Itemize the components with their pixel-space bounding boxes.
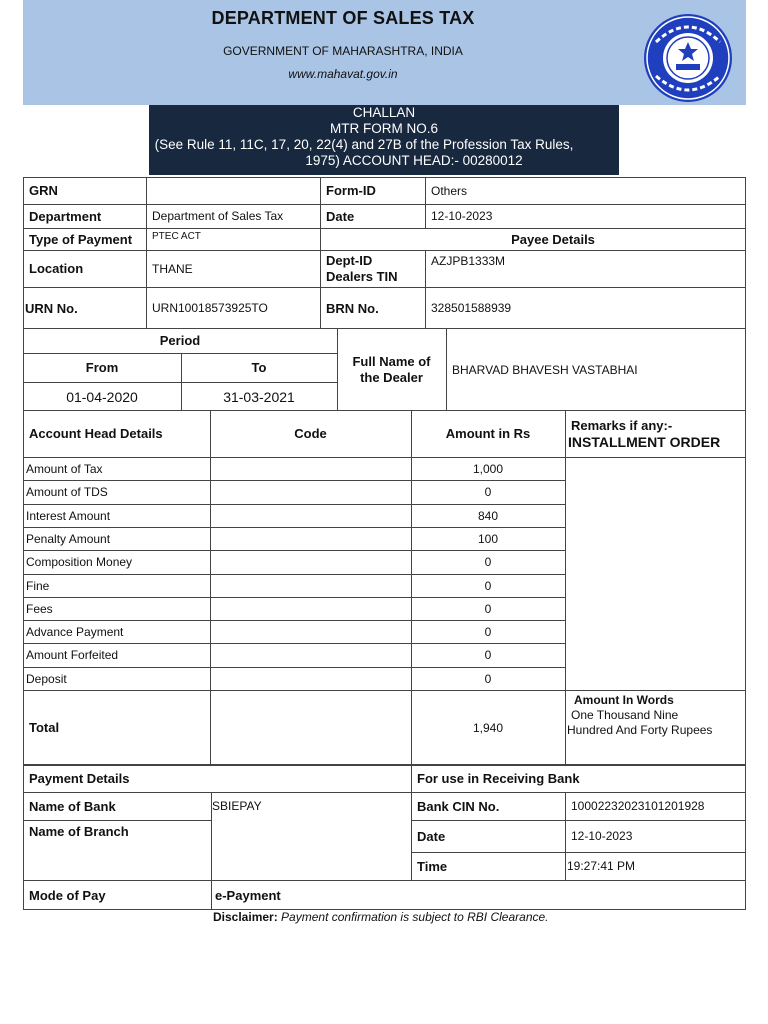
- department-value: Department of Sales Tax: [152, 209, 284, 223]
- date-label: Date: [326, 208, 355, 224]
- receiving-bank-heading: For use in Receiving Bank: [417, 771, 580, 786]
- challan-account-head: 1975) ACCOUNT HEAD:- 00280012: [305, 153, 523, 168]
- total-label: Total: [29, 720, 60, 735]
- account-row-amount: 0: [484, 624, 492, 639]
- account-row-amount: 0: [484, 484, 492, 499]
- period-from-value: 01-04-2020: [66, 388, 138, 405]
- mode-of-pay-label: Mode of Pay: [29, 887, 106, 903]
- code-heading: Code: [294, 426, 327, 441]
- period-from-label: From: [85, 360, 119, 375]
- grn-value: [146, 177, 320, 204]
- account-row-name: Amount of Tax: [26, 461, 103, 476]
- account-row-amount: 0: [484, 578, 492, 593]
- government-subtitle: GOVERNMENT OF MAHARASHTRA, INDIA: [223, 44, 463, 58]
- department-label: Department: [29, 208, 102, 224]
- form-id-label: Form-ID: [326, 183, 376, 198]
- account-row-amount: 840: [477, 508, 499, 523]
- challan-rule-line: (See Rule 11, 11C, 17, 20, 22(4) and 27B of the Profession Tax Rules,: [154, 137, 574, 152]
- account-row-name: Amount of TDS: [26, 484, 108, 499]
- payment-details-heading: Payment Details: [29, 771, 130, 786]
- challan-banner: [149, 105, 619, 175]
- disclaimer-text: Payment confirmation is subject to RBI Clearance.: [281, 910, 549, 924]
- account-head-details-heading: Account Head Details: [29, 426, 163, 441]
- urn-label: URN No.: [25, 300, 78, 316]
- disclaimer-label: Disclaimer:: [213, 910, 278, 924]
- account-row-amount: 100: [477, 531, 499, 546]
- branch-name-label: Name of Branch: [29, 824, 129, 839]
- bank-name-label: Name of Bank: [29, 798, 116, 814]
- challan-title: CHALLAN: [352, 105, 416, 120]
- brn-label: BRN No.: [326, 300, 379, 316]
- remarks-label: Remarks if any:-: [571, 417, 673, 433]
- full-name-label: [337, 328, 446, 411]
- account-row-name: Interest Amount: [26, 508, 111, 523]
- bank-date-value: 12-10-2023: [571, 829, 633, 843]
- account-row-name: Deposit: [26, 671, 67, 686]
- amount-in-words-line2: Hundred And Forty Rupees: [567, 723, 713, 737]
- account-row-name: Advance Payment: [26, 624, 124, 639]
- urn-value: URN10018573925TO: [152, 301, 268, 315]
- dept-id-label-line2: Dealers TIN: [326, 268, 398, 284]
- location-label: Location: [29, 261, 84, 276]
- period-heading: Period: [159, 333, 201, 348]
- account-row-name: Penalty Amount: [26, 531, 111, 546]
- dealer-tin-value: AZJPB1333M: [431, 254, 506, 268]
- disclaimer: [213, 910, 549, 924]
- maharashtra-sales-tax-seal-icon: [642, 12, 734, 104]
- bank-cin-value: 10002232023101201928: [571, 799, 705, 813]
- account-row-amount: 0: [484, 647, 492, 662]
- account-row-name: Fees: [26, 601, 53, 616]
- bank-time-value: 19:27:41 PM: [567, 859, 636, 873]
- remarks-heading: [565, 410, 746, 457]
- amount-in-rs-heading: Amount in Rs: [445, 426, 531, 441]
- dealer-full-name-value: BHARVAD BHAVESH VASTABHAI: [452, 362, 638, 377]
- type-of-payment-label: Type of Payment: [29, 231, 133, 247]
- dept-id-label: [320, 250, 425, 287]
- full-name-label-line1: Full Name of: [352, 353, 431, 369]
- amount-in-words-label: Amount In Words: [574, 693, 674, 707]
- dept-id-label-line1: Dept-ID: [326, 252, 373, 268]
- location-value: THANE: [152, 261, 193, 276]
- mode-of-pay-value: e-Payment: [215, 887, 281, 903]
- account-row-name: Composition Money: [26, 554, 133, 569]
- bank-cin-label: Bank CIN No.: [417, 798, 500, 814]
- period-to-value: 31-03-2021: [223, 388, 295, 405]
- bank-time-label: Time: [417, 858, 448, 874]
- account-row-name: Fine: [26, 578, 50, 593]
- period-to-label: To: [251, 360, 267, 375]
- total-value: 1,940: [472, 720, 504, 735]
- date-value: 12-10-2023: [431, 209, 493, 223]
- challan-form-no: MTR FORM NO.6: [330, 121, 438, 136]
- department-title: DEPARTMENT OF SALES TAX: [211, 8, 475, 28]
- page-header: [23, 0, 746, 105]
- account-row-amount: 0: [484, 601, 492, 616]
- amount-in-words-line1: One Thousand Nine: [571, 708, 679, 722]
- type-of-payment-value: PTEC ACT: [152, 231, 201, 242]
- grn-label: GRN: [29, 183, 58, 198]
- account-row-name: Amount Forfeited: [26, 647, 119, 662]
- website-link[interactable]: www.mahavat.gov.in: [288, 67, 398, 81]
- bank-name-value: SBIEPAY: [212, 799, 262, 813]
- amount-in-words: [565, 690, 746, 765]
- remarks-value: INSTALLMENT ORDER: [568, 433, 721, 450]
- payee-details-heading: Payee Details: [511, 231, 595, 247]
- account-row-amount: 0: [484, 671, 492, 686]
- account-row-amount: 1,000: [472, 461, 504, 476]
- branch-name-value: [211, 820, 411, 880]
- bank-date-label: Date: [417, 828, 446, 844]
- brn-value: 328501588939: [431, 301, 512, 315]
- form-id-value: Others: [431, 183, 468, 198]
- full-name-label-line2: the Dealer: [360, 369, 423, 385]
- account-row-amount: 0: [484, 554, 492, 569]
